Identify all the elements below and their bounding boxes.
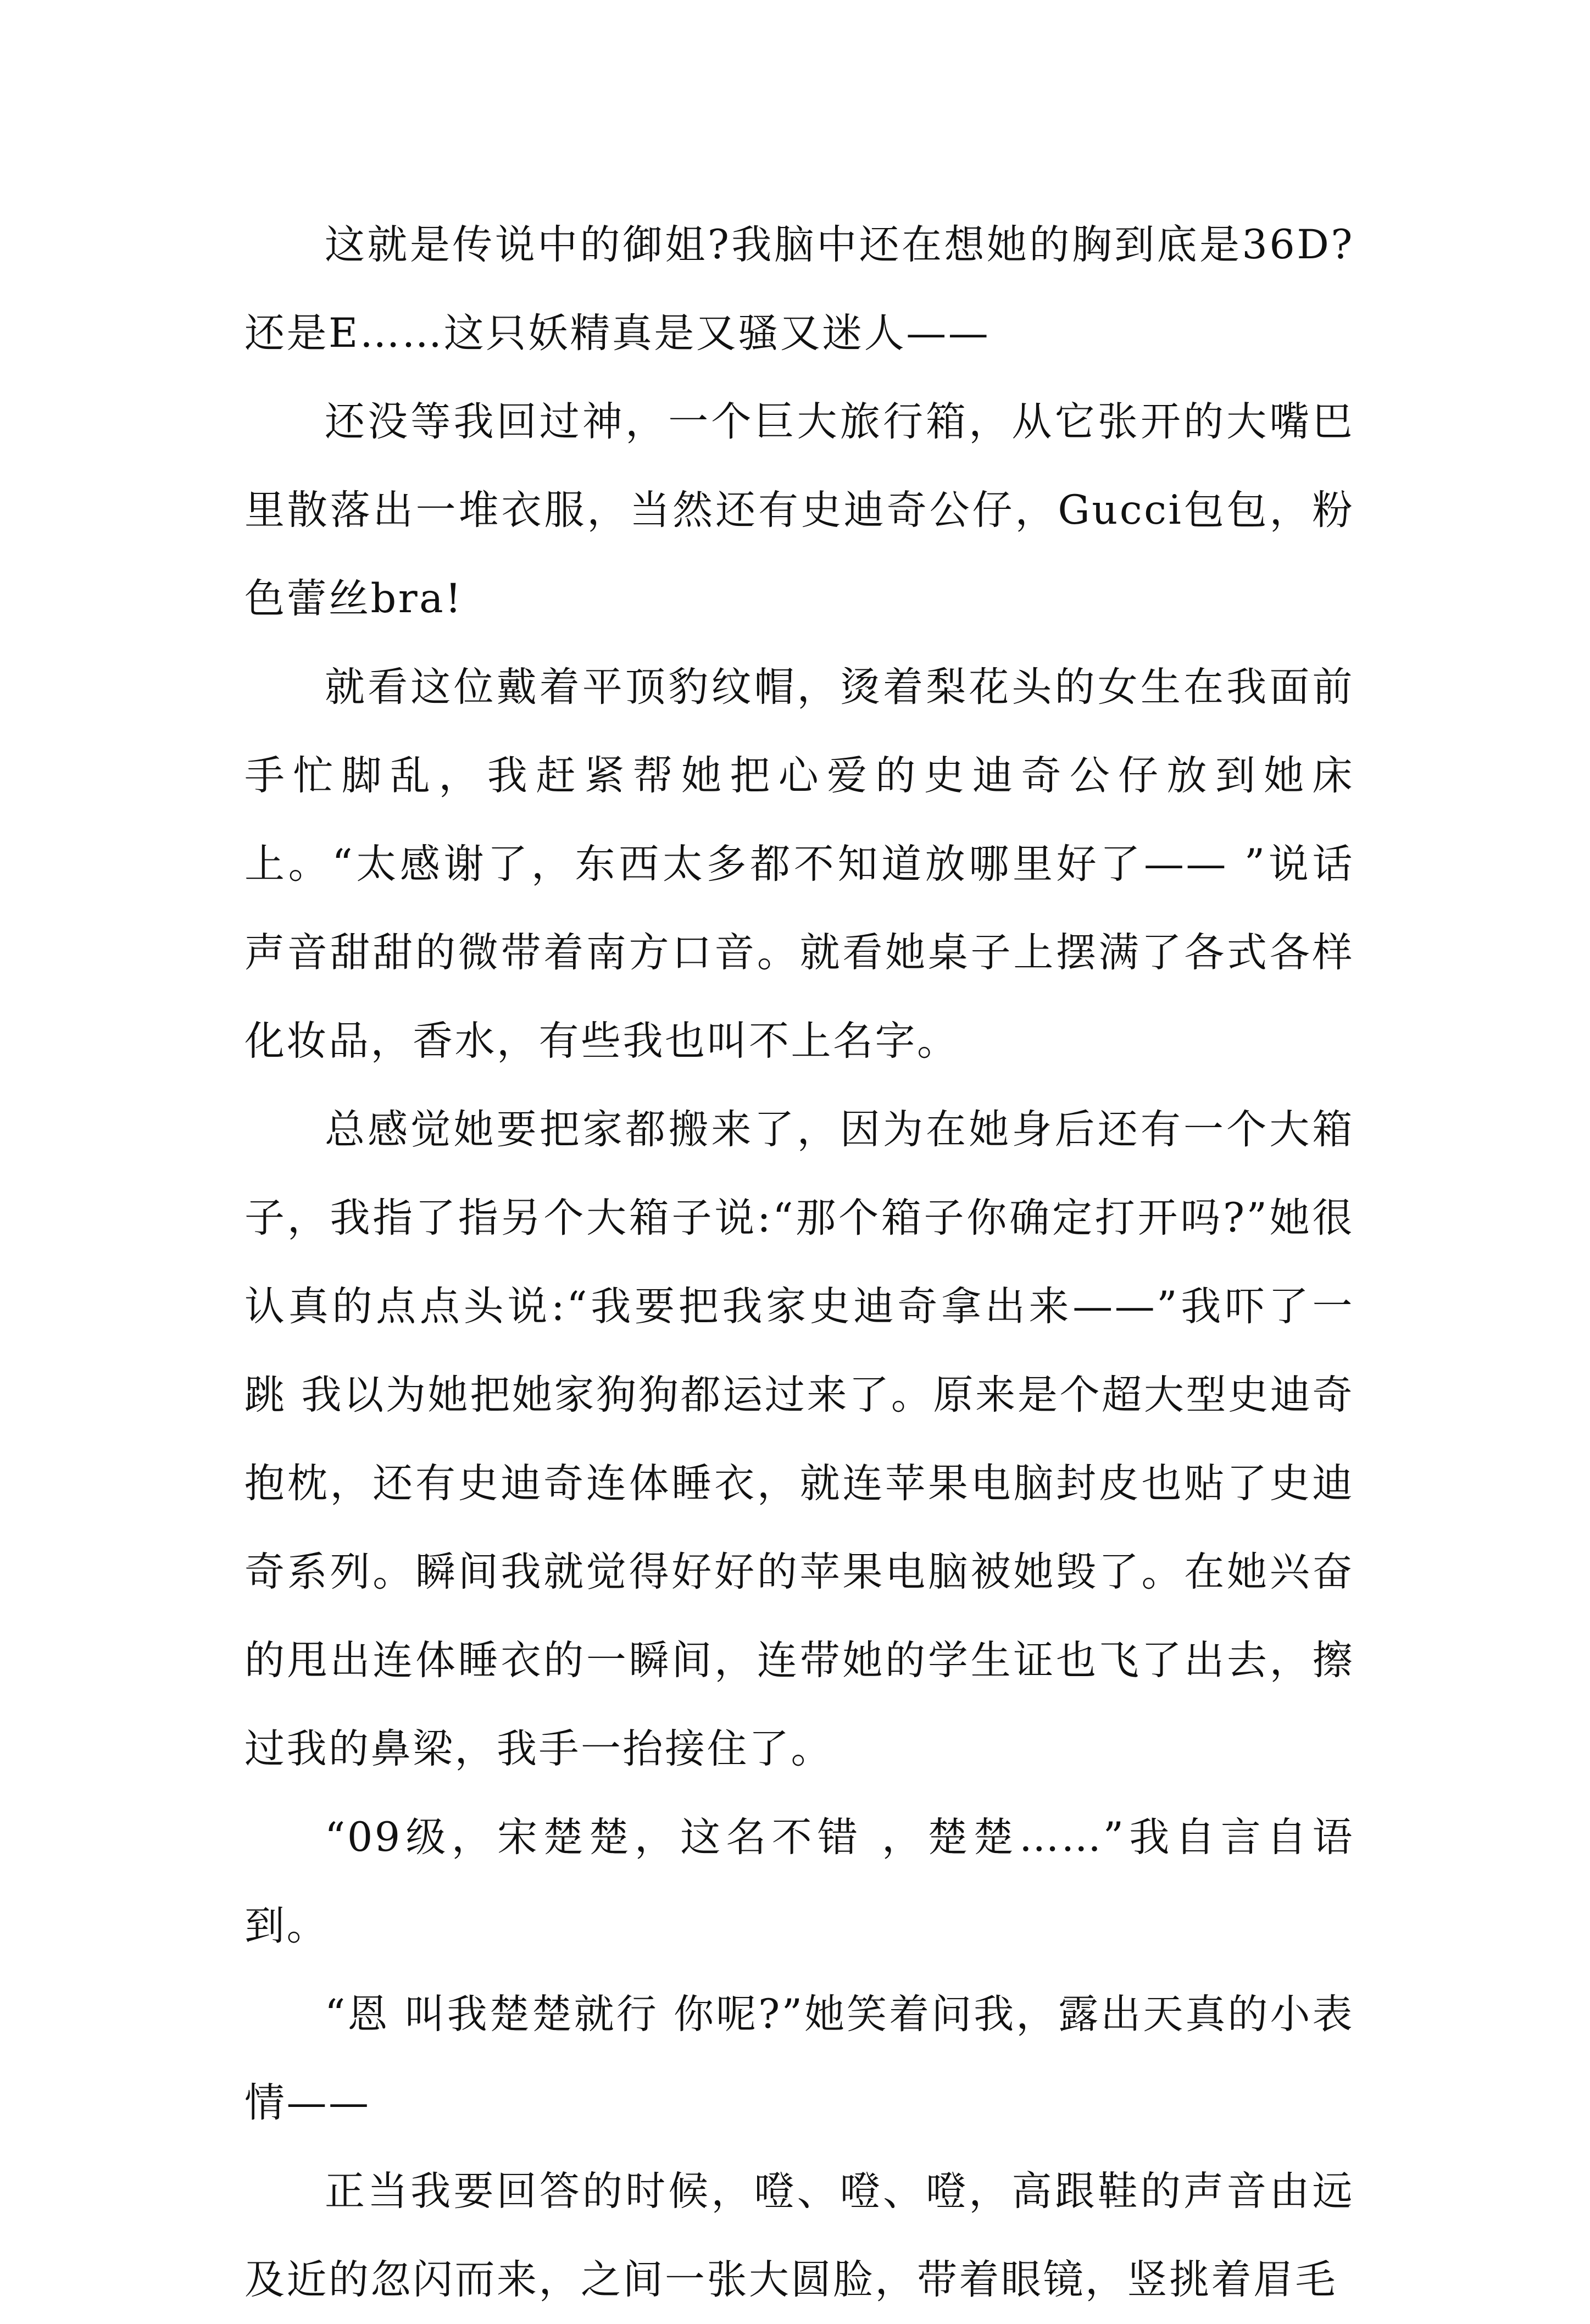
paragraph-5: “09级，宋楚楚，这名不错 ，楚楚……”我自言自语到。 [244,1814,1354,1949]
paragraph-6: “恩 叫我楚楚就行 你呢?”她笑着问我，露出天真的小表情—— [244,1991,1354,2126]
paragraph-4: 总感觉她要把家都搬来了，因为在她身后还有一个大箱子，我指了指另个大箱子说:“那个箱子你确定打开吗?”她很认真的点点头说:“我要把我家史迪奇拿出来——”我吓了一跳 我以为她把她家狗狗都运过来了。原来是个超大型史迪奇抱枕，还有史迪奇连体睡衣，就连苹果电脑封皮也贴了史迪奇系列。瞬间我就觉得好好的苹果电脑被她毁了。在她兴奋的甩出连体睡衣的一瞬间，连带她的学生证也飞了出去，擦过我的鼻梁，我手一抬接住了。 [244,1106,1354,1772]
paragraph-1: 这就是传说中的御姐?我脑中还在想她的胸到底是36D?还是E……这只妖精真是又骚又迷人—— [244,221,1354,357]
paragraph-3: 就看这位戴着平顶豹纹帽，烫着梨花头的女生在我面前手忙脚乱，我赶紧帮她把心爱的史迪奇公仔放到她床上。“太感谢了，东西太多都不知道放哪里好了—— ”说话声音甜甜的微带着南方口音。就看她桌子上摆满了各式各样化妆品，香水，有些我也叫不上名字。 [244,664,1354,1064]
body-text [244,201,1354,2324]
paragraph-2: 还没等我回过神，一个巨大旅行箱，从它张开的大嘴巴里散落出一堆衣服，当然还有史迪奇公仔，Gucci包包，粉色蕾丝bra! [244,398,1354,622]
paragraph-7: 正当我要回答的时候，噔、噔、噔，高跟鞋的声音由远及近的忽闪而来，之间一张大圆脸，带着眼镜，竖挑着眉毛 [244,2168,1354,2303]
